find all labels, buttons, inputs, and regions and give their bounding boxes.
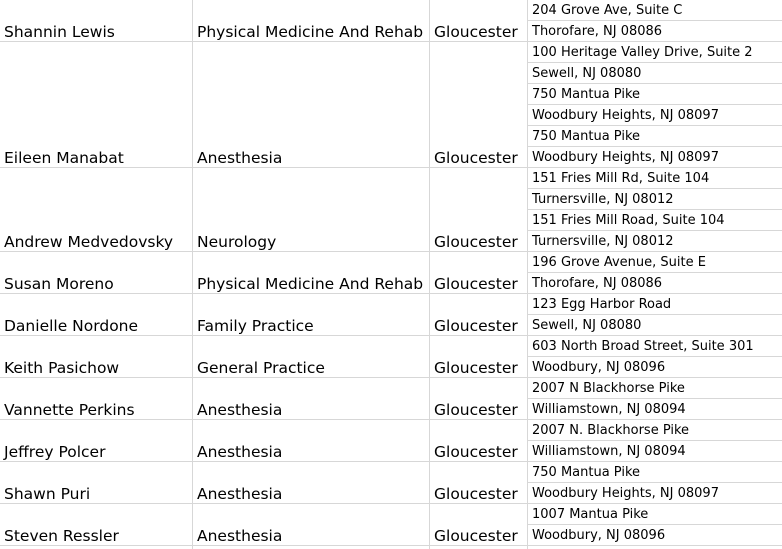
address-line-cell[interactable]: Woodbury Heights, NJ 08097: [532, 150, 719, 165]
county-cell[interactable]: Gloucester: [434, 276, 518, 293]
address-line-cell[interactable]: 2007 N. Blackhorse Pike: [532, 423, 690, 438]
county-cell[interactable]: Gloucester: [434, 150, 518, 167]
provider-name-cell[interactable]: Andrew Medvedovsky: [4, 234, 174, 251]
address-line-cell[interactable]: Woodbury Heights, NJ 08097: [532, 486, 719, 501]
address-line-cell[interactable]: Sewell, NJ 08080: [532, 66, 642, 81]
provider-name-cell[interactable]: Danielle Nordone: [4, 318, 139, 335]
address-line-cell[interactable]: 204 Grove Ave, Suite C: [532, 3, 683, 18]
address-line-cell[interactable]: Woodbury, NJ 08096: [532, 528, 666, 543]
address-line-cell[interactable]: 750 Mantua Pike: [532, 465, 641, 480]
address-line-cell[interactable]: 196 Grove Avenue, Suite E: [532, 255, 706, 270]
address-line-cell[interactable]: 750 Mantua Pike: [532, 87, 641, 102]
address-line-cell[interactable]: Thorofare, NJ 08086: [532, 24, 663, 39]
specialty-cell[interactable]: Physical Medicine And Rehab: [197, 276, 424, 293]
column-gridline: [429, 0, 430, 549]
specialty-cell[interactable]: Physical Medicine And Rehab: [197, 24, 424, 41]
county-cell[interactable]: Gloucester: [434, 360, 518, 377]
provider-name-cell[interactable]: Keith Pasichow: [4, 360, 120, 377]
address-line-cell[interactable]: Thorofare, NJ 08086: [532, 276, 663, 291]
column-gridline: [192, 0, 193, 549]
provider-name-cell[interactable]: Shannin Lewis: [4, 24, 115, 41]
address-line-cell[interactable]: Turnersville, NJ 08012: [532, 192, 674, 207]
address-line-cell[interactable]: 151 Fries Mill Road, Suite 104: [532, 213, 725, 228]
specialty-cell[interactable]: Anesthesia: [197, 486, 283, 503]
county-cell[interactable]: Gloucester: [434, 444, 518, 461]
address-line-cell[interactable]: Turnersville, NJ 08012: [532, 234, 674, 249]
provider-name-cell[interactable]: Susan Moreno: [4, 276, 114, 293]
address-line-cell[interactable]: Williamstown, NJ 08094: [532, 444, 686, 459]
specialty-cell[interactable]: Family Practice: [197, 318, 314, 335]
specialty-cell[interactable]: Anesthesia: [197, 402, 283, 419]
address-line-cell[interactable]: Sewell, NJ 08080: [532, 318, 642, 333]
county-cell[interactable]: Gloucester: [434, 402, 518, 419]
column-gridline: [527, 0, 528, 549]
address-line-cell[interactable]: 1007 Mantua Pike: [532, 507, 649, 522]
specialty-cell[interactable]: Anesthesia: [197, 150, 283, 167]
provider-name-cell[interactable]: Jeffrey Polcer: [4, 444, 106, 461]
provider-name-cell[interactable]: Vannette Perkins: [4, 402, 135, 419]
address-line-cell[interactable]: 100 Heritage Valley Drive, Suite 2: [532, 45, 753, 60]
specialty-cell[interactable]: Anesthesia: [197, 528, 283, 545]
county-cell[interactable]: Gloucester: [434, 318, 518, 335]
county-cell[interactable]: Gloucester: [434, 486, 518, 503]
address-line-cell[interactable]: 603 North Broad Street, Suite 301: [532, 339, 754, 354]
row-gridline: [0, 545, 782, 546]
provider-name-cell[interactable]: Eileen Manabat: [4, 150, 124, 167]
address-line-cell[interactable]: Woodbury, NJ 08096: [532, 360, 666, 375]
provider-name-cell[interactable]: Steven Ressler: [4, 528, 119, 545]
address-line-cell[interactable]: Williamstown, NJ 08094: [532, 402, 686, 417]
address-line-cell[interactable]: 151 Fries Mill Rd, Suite 104: [532, 171, 710, 186]
county-cell[interactable]: Gloucester: [434, 528, 518, 545]
provider-name-cell[interactable]: Shawn Puri: [4, 486, 91, 503]
specialty-cell[interactable]: Anesthesia: [197, 444, 283, 461]
address-line-cell[interactable]: 750 Mantua Pike: [532, 129, 641, 144]
specialty-cell[interactable]: Neurology: [197, 234, 277, 251]
address-line-cell[interactable]: 2007 N Blackhorse Pike: [532, 381, 685, 396]
county-cell[interactable]: Gloucester: [434, 24, 518, 41]
address-line-cell[interactable]: 123 Egg Harbor Road: [532, 297, 672, 312]
address-line-cell[interactable]: Woodbury Heights, NJ 08097: [532, 108, 719, 123]
specialty-cell[interactable]: General Practice: [197, 360, 325, 377]
county-cell[interactable]: Gloucester: [434, 234, 518, 251]
